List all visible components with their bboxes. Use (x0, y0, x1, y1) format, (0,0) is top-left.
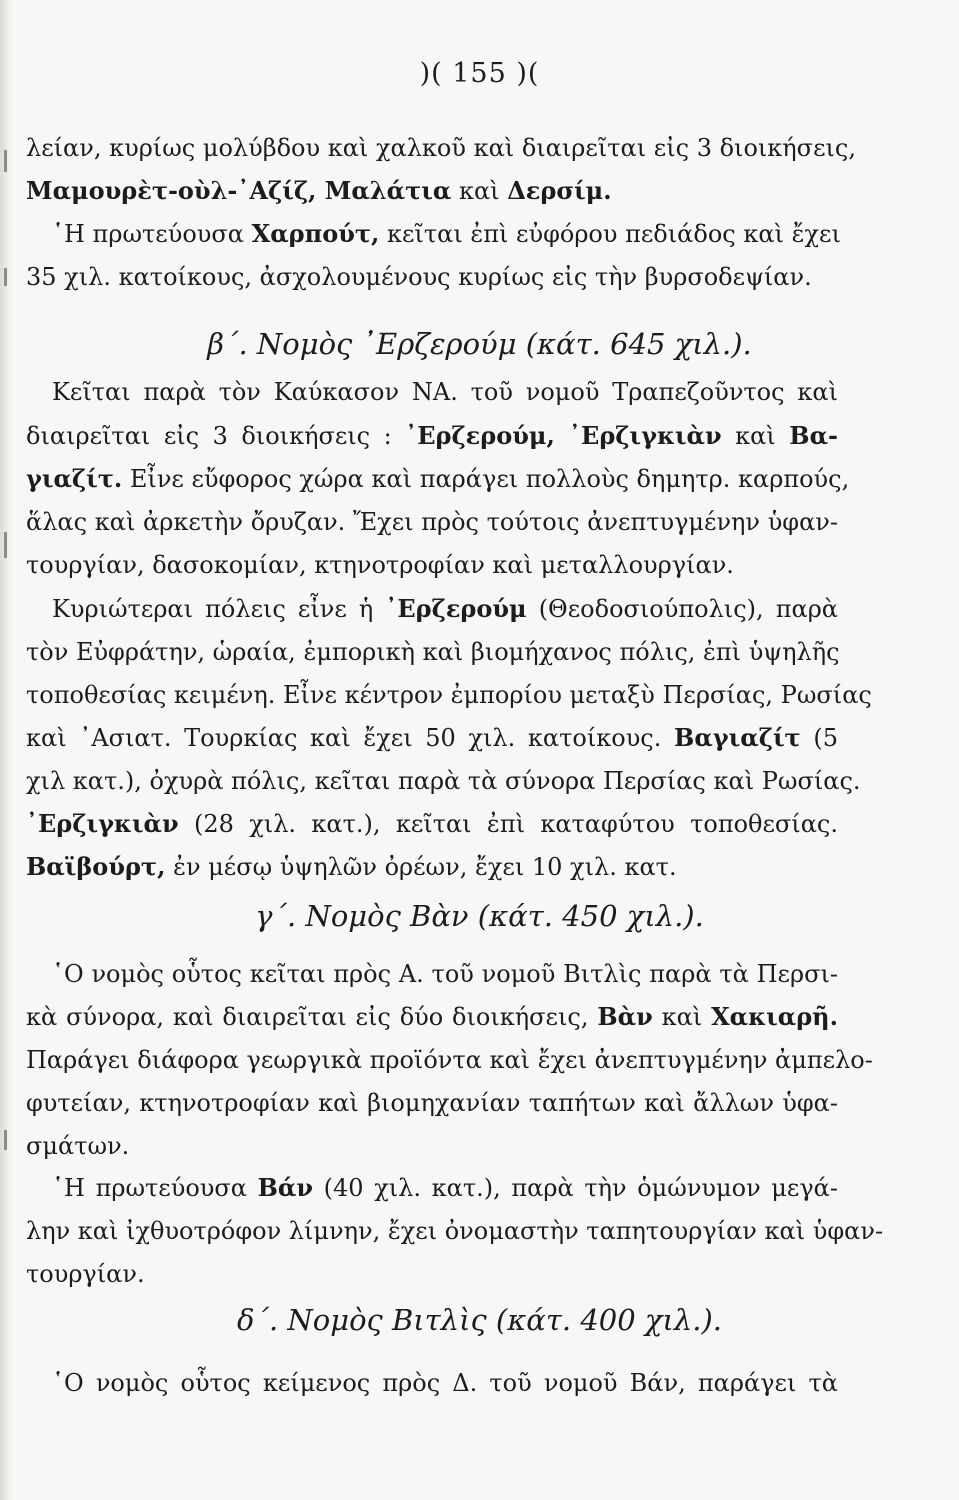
text-line: φυτείαν, κτηνοτροφίαν καὶ βιομηχανίαν ταπήτων καὶ ἄλλων ὑφα- (26, 1089, 838, 1117)
place-name: ᾿Ερζερούμ (385, 594, 527, 623)
place-name: ᾿Ερζιγκιὰν (26, 809, 179, 838)
text-line: ῾Ο νομὸς οὗτος κείμενος πρὸς Δ. τοῦ νομοῦ Βάν, παράγει τὰ (52, 1369, 838, 1397)
place-name: Χαρπούτ, (251, 219, 380, 248)
text-line: ῾Ο νομὸς οὗτος κεῖται πρὸς Α. τοῦ νομοῦ Βιτλὶς παρὰ τὰ Περσι- (52, 960, 838, 988)
text-line: τὸν Εὐφράτην, ὡραία, ἐμπορικὴ καὶ βιομήχανος πόλις, ἐπὶ ὑψηλῆς (26, 638, 840, 666)
edge-mark (4, 150, 7, 172)
text-line: τουργίαν, δασοκομίαν, κτηνοτροφίαν καὶ μεταλλουργίαν. (26, 551, 734, 579)
text-line: Κυριώτεραι πόλεις εἶνε ἡ ᾿Ερζερούμ (Θεοδοσιούπολις), παρὰ (52, 594, 839, 623)
section-heading: δ΄. Νομὸς Βιτλὶς (κάτ. 400 χιλ.). (237, 1303, 722, 1337)
text-line: ἅλας καὶ ἀρκετὴν ὄρυζαν. Ἔχει πρὸς τούτοις ἀνεπτυγμένην ὑφαν- (26, 508, 838, 536)
text-line: καὶ ᾿Ασιατ. Τουρκίας καὶ ἔχει 50 χιλ. κατοίκους. Βαγιαζίτ (5 (26, 723, 838, 752)
place-name: ᾿Ερζερούμ, ᾿Ερζιγκιὰν (405, 421, 722, 450)
text-line: τοποθεσίας κειμένη. Εἶνε κέντρον ἐμπορίου μεταξὺ Περσίας, Ρωσίας (26, 681, 872, 709)
place-name: Βὰν (597, 1002, 653, 1031)
place-name: Βα- (789, 421, 839, 450)
page-number: )( 155 )( (419, 58, 540, 89)
text-line: τουργίαν. (26, 1260, 145, 1288)
text-line: χιλ κατ.), ὀχυρὰ πόλις, κεῖται παρὰ τὰ σύνορα Περσίας καὶ Ρωσίας. (26, 767, 861, 795)
place-name: Δερσίμ. (507, 176, 612, 205)
text-line: λην καὶ ἰχθυοτρόφον λίμνην, ἔχει ὀνομαστὴν ταπητουργίαν καὶ ὑφαν- (26, 1217, 884, 1245)
section-heading: β΄. Νομὸς ᾿Ερζερούμ (κάτ. 645 χιλ.). (207, 327, 752, 361)
text-line: Μαμουρὲτ-οὺλ-᾿Αζίζ, Μαλάτια καὶ Δερσίμ. (26, 176, 612, 205)
text-line: Παράγει διάφορα γεωργικὰ προϊόντα καὶ ἔχει ἀνεπτυγμένην ἀμπελο- (26, 1046, 873, 1074)
text-line: Βαϊβούρτ, ἐν μέσῳ ὑψηλῶν ὀρέων, ἔχει 10 χιλ. κατ. (26, 852, 677, 881)
section-heading: γ΄. Νομὸς Βὰν (κάτ. 450 χιλ.). (255, 899, 704, 933)
page-binding-edge (0, 0, 14, 1500)
text-line: σμάτων. (26, 1132, 130, 1160)
place-name: Βαγιαζίτ (674, 723, 801, 752)
edge-mark (4, 268, 7, 286)
text-line: ῾Η πρωτεύουσα Βάν (40 χιλ. κατ.), παρὰ τὴν ὁμώνυμον μεγά- (52, 1173, 838, 1202)
place-name: γιαζίτ. (26, 464, 123, 493)
text-line: ῾Η πρωτεύουσα Χαρπούτ, κεῖται ἐπὶ εὐφόρου πεδιάδος καὶ ἔχει (52, 219, 841, 248)
place-name: Μαμουρὲτ-οὺλ-᾿Αζίζ, Μαλάτια (26, 176, 452, 205)
text-line: ᾿Ερζιγκιὰν (28 χιλ. κατ.), κεῖται ἐπὶ καταφύτου τοποθεσίας. (26, 809, 838, 838)
text-line: γιαζίτ. Εἶνε εὔφορος χώρα καὶ παράγει πολλοὺς δημητρ. καρπούς, (26, 464, 850, 493)
edge-mark (4, 532, 7, 558)
place-name: Χακιαρῆ. (711, 1002, 838, 1031)
text-line: λείαν, κυρίως μολύβδου καὶ χαλκοῦ καὶ διαιρεῖται εἰς 3 διοικήσεις, (26, 134, 856, 162)
text-line: κὰ σύνορα, καὶ διαιρεῖται εἰς δύο διοικήσεις, Βὰν καὶ Χακιαρῆ. (26, 1002, 838, 1031)
text-line: διαιρεῖται εἰς 3 διοικήσεις : ᾿Ερζερούμ, ᾿Ερζιγκιὰν καὶ Βα- (26, 421, 839, 450)
edge-mark (4, 1130, 7, 1150)
text-line: 35 χιλ. κατοίκους, ἀσχολουμένους κυρίως εἰς τὴν βυρσοδεψίαν. (26, 263, 812, 291)
place-name: Βάν (257, 1173, 314, 1202)
place-name: Βαϊβούρτ, (26, 852, 166, 881)
text-line: Κεῖται παρὰ τὸν Καύκασον ΝΑ. τοῦ νομοῦ Τραπεζοῦντος καὶ (52, 378, 838, 406)
